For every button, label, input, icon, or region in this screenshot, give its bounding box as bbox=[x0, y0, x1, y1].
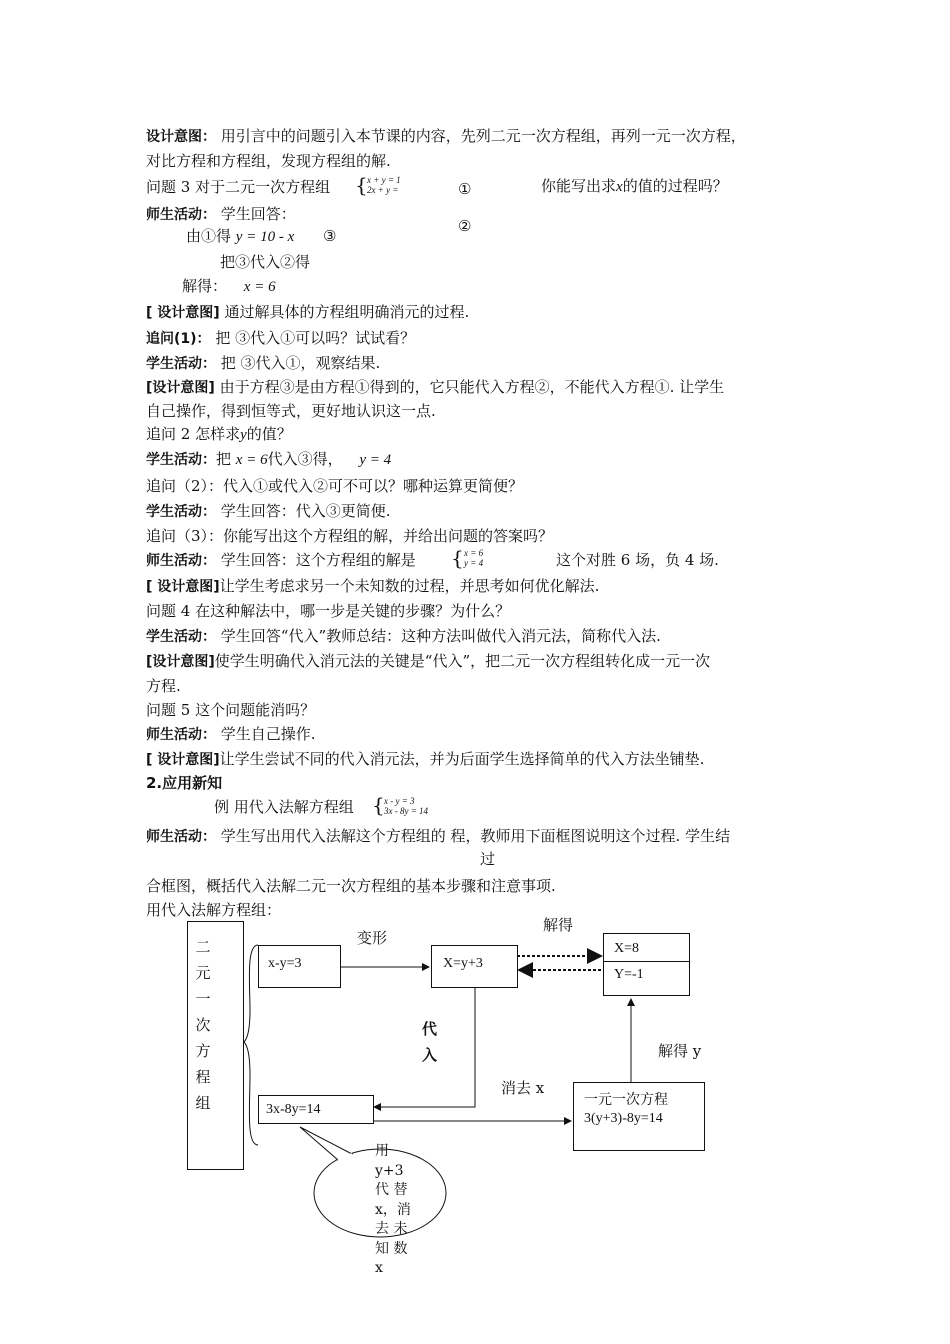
follow-up-1-label: 追问(1)： bbox=[146, 331, 211, 347]
student-activity-text: 把 ③代入①，观察结果. bbox=[220, 354, 381, 372]
result-y-text: Y=-1 bbox=[614, 967, 644, 982]
label-solve-top: 解得 bbox=[543, 916, 574, 934]
game-result: 这个对胜 6 场，负 4 场. bbox=[556, 551, 719, 569]
teacher-activity-label: 师生活动： bbox=[146, 207, 216, 223]
left-box-char: 方 bbox=[195, 1042, 211, 1060]
follow-up-2-text: 追问 2 怎样求 bbox=[146, 425, 241, 443]
student-activity-text: 学生回答“代入”教师总结：这种方法叫做代入消元法，简称代入法. bbox=[220, 627, 661, 645]
teacher-activity-label: 师生活动： bbox=[146, 829, 216, 845]
design-intent-text: 由于方程③是由方程①得到的，它只能代入方程②，不能代入方程①. 让学生 bbox=[219, 378, 725, 396]
design-intent-label: [ 设计意图] bbox=[146, 579, 220, 595]
label-substitute-2: 入 bbox=[422, 1046, 438, 1064]
design-intent-label: [设计意图] bbox=[146, 654, 215, 670]
transform-text: X=y+3 bbox=[443, 956, 483, 971]
section-heading: 2.应用新知 bbox=[146, 774, 223, 792]
student-activity-label: 学生活动： bbox=[146, 452, 216, 468]
label-solve-y: 解得 y bbox=[658, 1042, 702, 1060]
student-activity-a: 把 bbox=[216, 450, 232, 468]
brace-icon: { bbox=[355, 173, 368, 197]
diagram-title: 用代入法解方程组： bbox=[146, 901, 282, 919]
circled-1: ① bbox=[458, 180, 472, 198]
student-activity-eq2: y = 4 bbox=[359, 452, 392, 468]
callout-text bbox=[375, 1142, 411, 1279]
design-intent-label: [设计意图] bbox=[146, 380, 215, 396]
q3-equation-2: 2x + y = bbox=[367, 185, 399, 195]
label-transform: 变形 bbox=[357, 929, 388, 947]
teacher-activity-label: 师生活动： bbox=[146, 553, 216, 569]
result-x-text: X=8 bbox=[614, 941, 640, 956]
student-activity-label: 学生活动： bbox=[146, 504, 216, 520]
circled-2: ② bbox=[458, 217, 472, 235]
left-box-char: 元 bbox=[195, 964, 211, 982]
teacher-activity-text: 学生回答：这个方程组的解是 bbox=[220, 551, 416, 569]
solution-eq-2: y = 4 bbox=[464, 558, 484, 568]
design-intent-text: 通过解具体的方程组明确消元的过程. bbox=[224, 303, 470, 321]
left-box-char: 程 bbox=[195, 1068, 211, 1086]
callout-line: 代 替 bbox=[375, 1182, 408, 1198]
follow-up-3: 追问（3）：你能写出这个方程组的解，并给出问题的答案吗？ bbox=[146, 527, 554, 545]
callout-line: 去 未 bbox=[375, 1221, 408, 1237]
step-from-1-circ: ③ bbox=[323, 227, 337, 245]
design-intent-line-2: 对比方程和方程组，发现方程组的解. bbox=[146, 152, 391, 170]
result-divider bbox=[603, 961, 690, 962]
student-activity-eq: x = 6 bbox=[235, 452, 268, 468]
solution-x-eq: x = 6 bbox=[243, 279, 276, 295]
substitute-3-into-2: 把③代入②得 bbox=[220, 253, 311, 271]
left-system-label bbox=[193, 934, 213, 1116]
design-intent-label: [ 设计意图] bbox=[146, 752, 220, 768]
follow-up-2-end: 的值？ bbox=[246, 425, 292, 443]
linear-title-text: 一元一次方程 bbox=[584, 1093, 668, 1108]
question-5: 问题 5 这个问题能消吗？ bbox=[146, 701, 316, 719]
teacher-activity-text: 学生回答： bbox=[220, 205, 296, 223]
student-activity-label: 学生活动： bbox=[146, 629, 216, 645]
design-intent-text: 使学生明确代入消元法的关键是“代入”，把二元一次方程组转化成一元一次 bbox=[214, 652, 711, 670]
brace-icon: { bbox=[372, 793, 385, 817]
left-box-char: 一 bbox=[195, 990, 211, 1008]
example-eq-2: 3x - 8y = 14 bbox=[384, 806, 429, 816]
left-box-char: 次 bbox=[195, 1016, 211, 1034]
example-eq-1: x - y = 3 bbox=[384, 796, 415, 806]
label-eliminate: 消去 x bbox=[501, 1079, 545, 1097]
design-intent-line-8: 方程. bbox=[146, 677, 181, 695]
left-box-char: 组 bbox=[195, 1094, 211, 1112]
design-intent-text: 用引言中的问题引入本节课的内容，先列二元一次方程组，再列一元一次方程， bbox=[220, 127, 746, 145]
design-intent-text: 让学生尝试不同的代入消元法，并为后面学生选择简单的代入方法坐铺垫. bbox=[219, 750, 705, 768]
q3-right-var: x bbox=[616, 179, 623, 195]
q3-equation-1: x + y = 1 bbox=[367, 175, 401, 185]
student-activity-text: 学生回答：代入③更简便. bbox=[220, 502, 391, 520]
follow-up-2b: 追问（2）：代入①或代入②可不可以？哪种运算更简便？ bbox=[146, 477, 524, 495]
teacher-activity-text: 学生自己操作. bbox=[220, 725, 316, 743]
teacher-activity-label: 师生活动： bbox=[146, 727, 216, 743]
equation-1-text: x-y=3 bbox=[268, 956, 302, 971]
subscript-guo: 过 bbox=[480, 850, 496, 868]
callout-line: 用 bbox=[375, 1143, 389, 1159]
student-activity-label: 学生活动： bbox=[146, 356, 216, 372]
student-activity-b: 代入③得， bbox=[267, 450, 343, 468]
question-3-text: 问题 3 对于二元一次方程组 bbox=[146, 178, 331, 196]
callout-line: 知 数 bbox=[375, 1240, 408, 1257]
step-from-1-eq: y = 10 - x bbox=[235, 229, 295, 245]
label-substitute-1: 代 bbox=[422, 1020, 438, 1038]
question-4: 问题 4 在这种解法中，哪一步是关键的步骤？为什么？ bbox=[146, 602, 511, 620]
design-intent-text: 让学生考虑求另一个未知数的过程，并思考如何优化解法. bbox=[219, 577, 600, 595]
follow-up-2-var: y bbox=[240, 427, 247, 443]
design-intent-label: 设计意图： bbox=[146, 129, 216, 145]
teacher-activity-text: 学生写出用代入法解这个方程组的 程，教师用下面框图说明这个过程. 学生结 bbox=[220, 827, 731, 845]
q3-right-a: 你能写出求 bbox=[541, 177, 617, 195]
q3-right-end: 的值的过程吗？ bbox=[622, 177, 728, 195]
equation-2-text: 3x-8y=14 bbox=[266, 1102, 321, 1117]
brace-icon: { bbox=[451, 546, 464, 570]
solution-eq-1: x = 6 bbox=[464, 548, 484, 558]
step-from-1-text: 由①得 bbox=[186, 227, 232, 245]
callout-line: x bbox=[375, 1260, 383, 1276]
example-line: 例 用代入法解方程组 bbox=[214, 798, 354, 816]
callout-line: y+3 bbox=[375, 1162, 404, 1179]
follow-up-1-text: 把 ③代入①可以吗？试试看？ bbox=[215, 329, 416, 347]
design-intent-line-5: 自己操作，得到恒等式，更好地认识这一点. bbox=[146, 402, 436, 420]
summary-line: 合框图，概括代入法解二元一次方程组的基本步骤和注意事项. bbox=[146, 877, 556, 895]
callout-line: x，消 bbox=[375, 1201, 411, 1218]
left-box-char: 二 bbox=[195, 938, 211, 956]
linear-eq-text: 3(y+3)-8y=14 bbox=[584, 1111, 663, 1126]
design-intent-label: [ 设计意图] bbox=[146, 305, 220, 321]
solution-x-text: 解得： bbox=[182, 277, 228, 295]
